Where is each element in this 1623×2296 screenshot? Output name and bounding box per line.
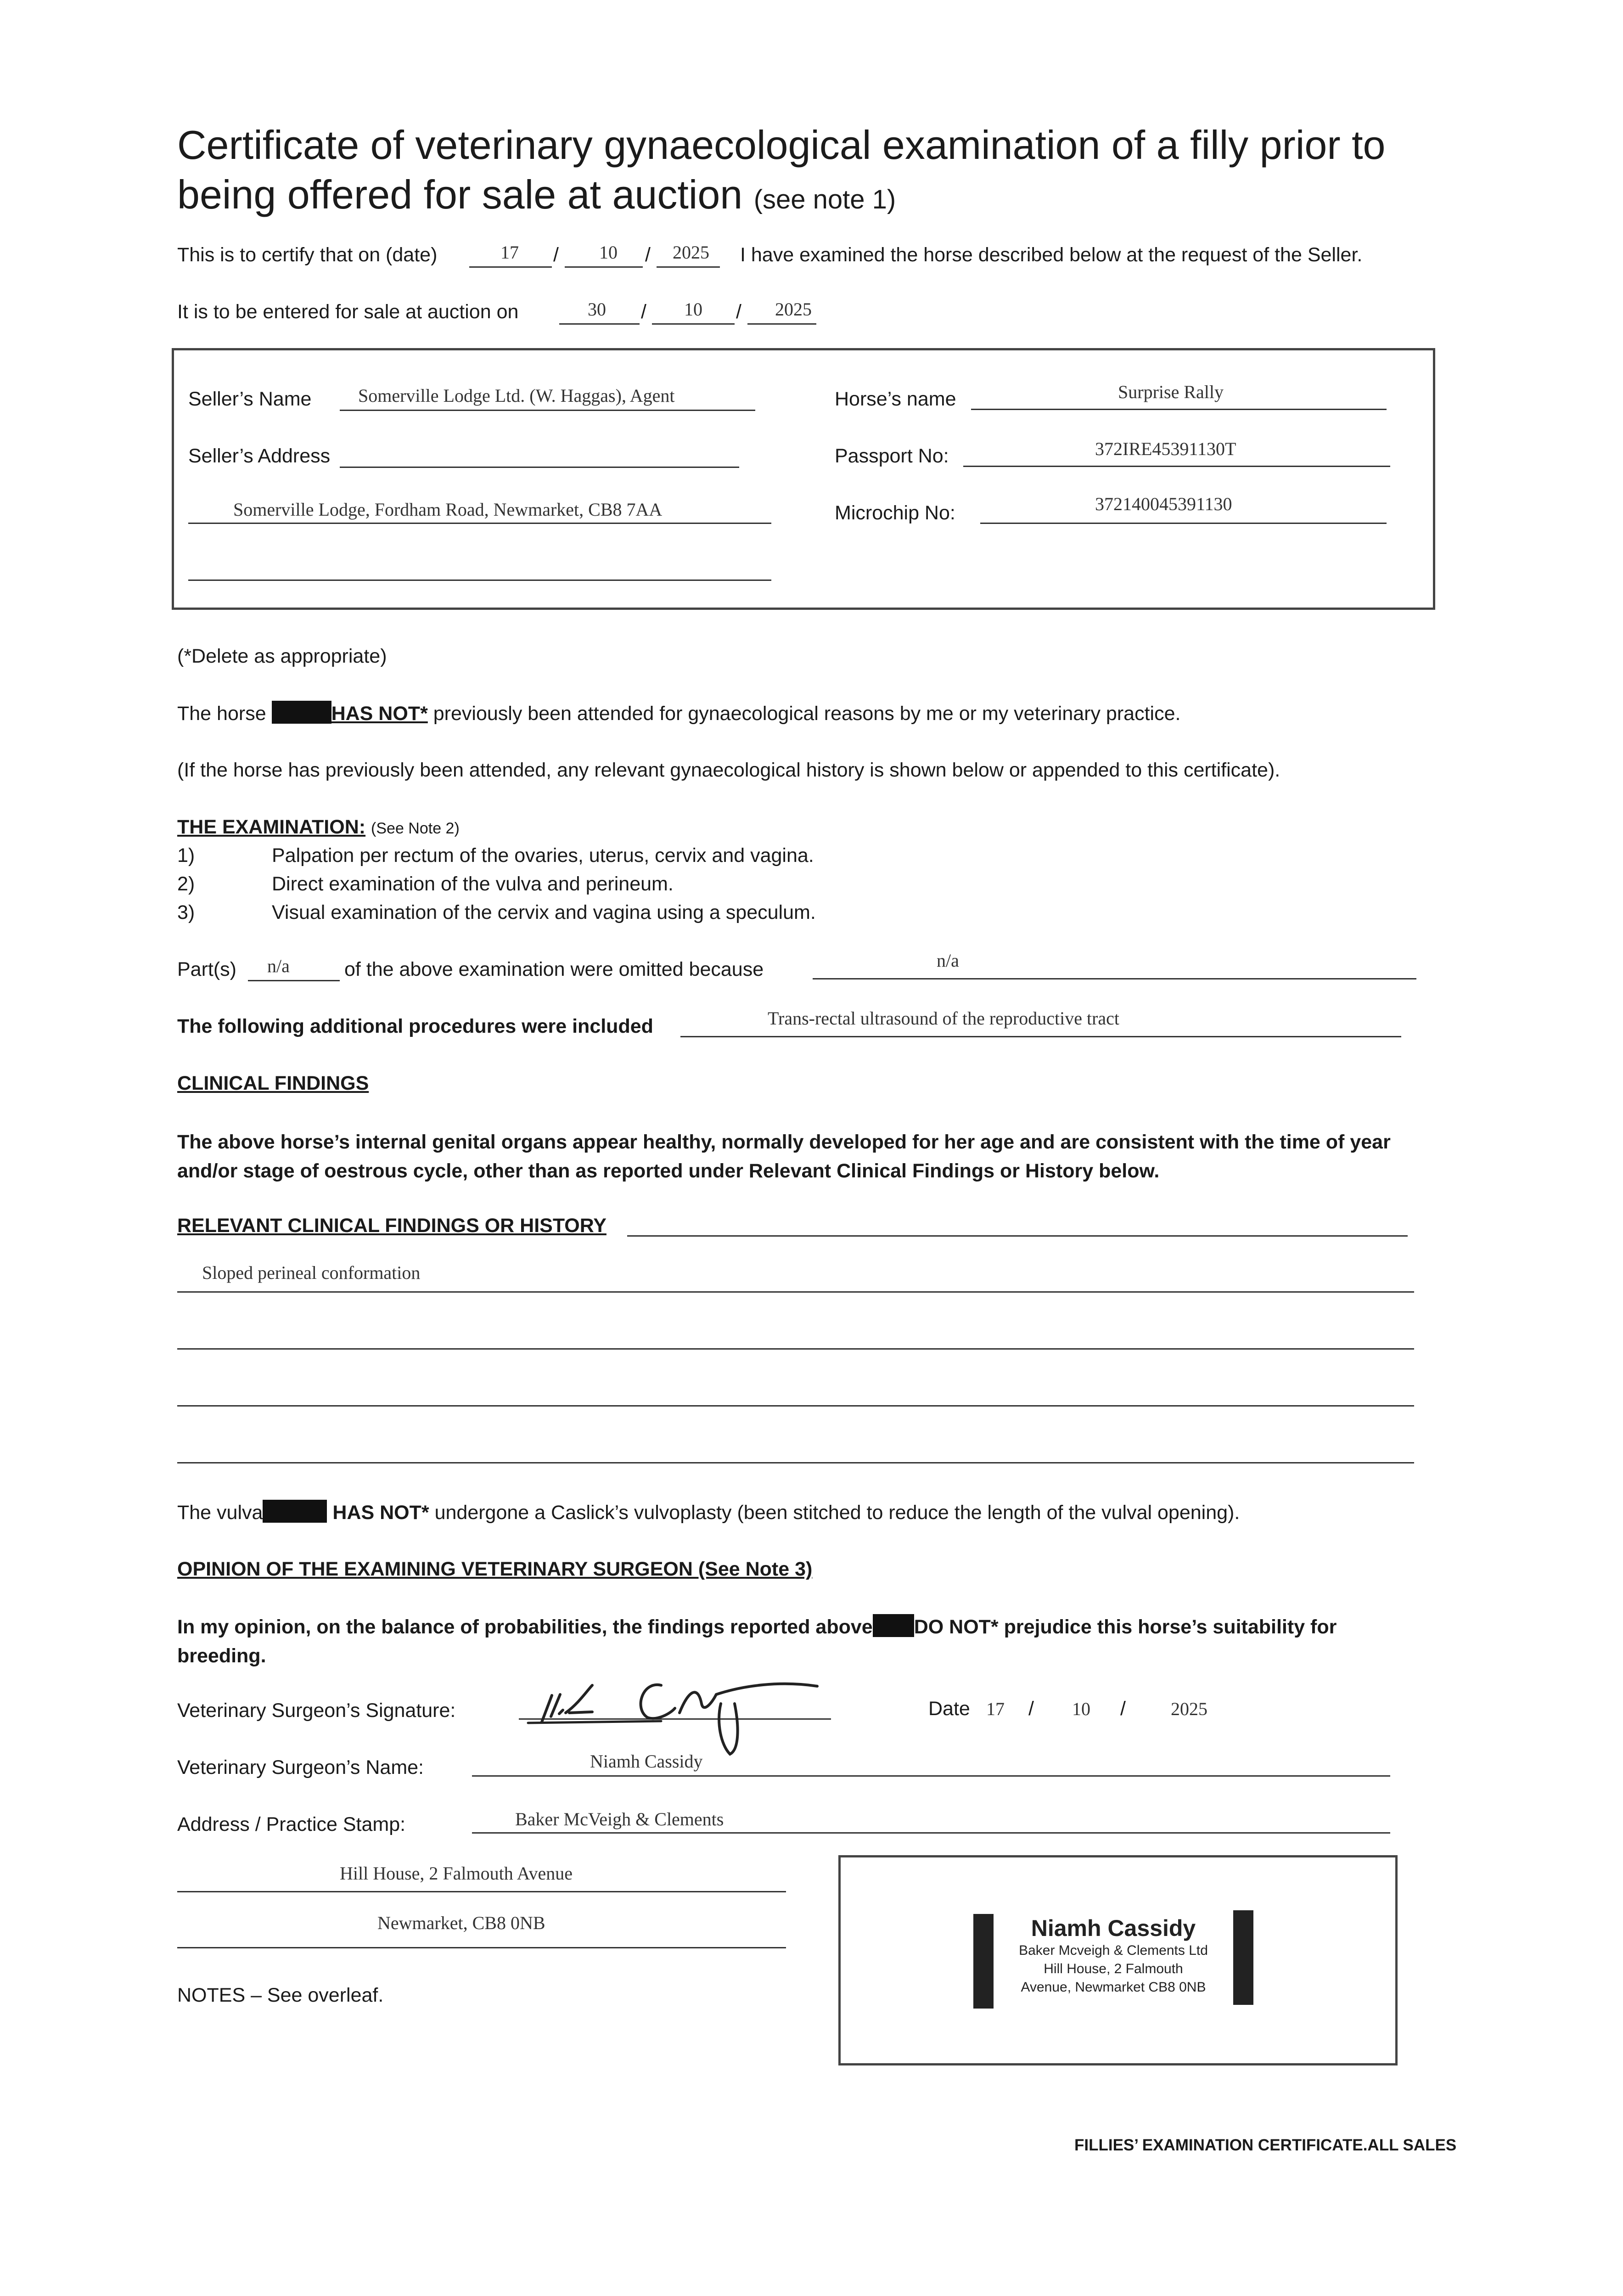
passport-label: Passport No: <box>835 445 949 467</box>
opinion-prefix: In my opinion, on the balance of probabilities, the findings reported above <box>177 1616 873 1638</box>
address-line-2: Hill House, 2 Falmouth Avenue <box>340 1863 573 1884</box>
certify-year: 2025 <box>673 242 709 263</box>
omitted-reason-value: n/a <box>937 950 959 971</box>
stamp-bar-left <box>973 1914 994 2009</box>
certify-suffix: I have examined the horse described below at the request of the Seller. <box>740 244 1363 266</box>
exam-item-3-text: Visual examination of the cervix and vagina using a speculum. <box>272 901 816 923</box>
exam-item-1-num: 1) <box>177 844 195 867</box>
attended-suffix: previously been attended for gynaecological reasons by me or my veterinary practice. <box>433 703 1181 725</box>
auction-day: 30 <box>588 299 606 320</box>
stamp-line-1: Baker Mcveigh & Clements Ltd <box>1019 1943 1208 1958</box>
horse-name-label: Horse’s name <box>835 388 956 410</box>
microchip-label: Microchip No: <box>835 502 955 524</box>
attended-prefix: The horse <box>177 703 266 725</box>
practice-stamp <box>992 1915 1235 1997</box>
exam-item-2-text: Direct examination of the vulva and perineum. <box>272 873 674 895</box>
address-line-3: Newmarket, CB8 0NB <box>377 1913 545 1933</box>
redaction-block <box>272 701 331 724</box>
examination-heading-row <box>177 815 460 841</box>
surgeon-name-value: Niamh Cassidy <box>590 1751 703 1772</box>
footer-text: FILLIES’ EXAMINATION CERTIFICATE.ALL SALES <box>1074 2136 1457 2154</box>
certify-prefix: This is to certify that on (date) <box>177 244 438 266</box>
title-note: (see note 1) <box>753 185 896 214</box>
vulva-suffix: undergone a Caslick’s vulvoplasty (been stitched to reduce the length of the vulval opening). <box>434 1502 1240 1524</box>
examination-note: (See Note 2) <box>371 820 460 837</box>
microchip-value: 372140045391130 <box>1095 494 1232 514</box>
signature-label: Veterinary Surgeon’s Signature: <box>177 1699 456 1722</box>
sign-date-day: 17 <box>986 1699 1005 1719</box>
seller-name-value: Somerville Lodge Ltd. (W. Haggas), Agent <box>358 385 675 406</box>
attended-has-not: HAS NOT* <box>331 703 428 725</box>
exam-item-3-num: 3) <box>177 901 195 923</box>
relevant-value: Sloped perineal conformation <box>202 1262 421 1283</box>
title-line-2-text: being offered for sale at auction <box>177 172 743 217</box>
sign-date-month: 10 <box>1072 1699 1090 1719</box>
vulva-has-not: HAS NOT* <box>332 1502 429 1524</box>
examination-heading: THE EXAMINATION: <box>177 816 366 838</box>
surgeon-name-label: Veterinary Surgeon’s Name: <box>177 1756 424 1778</box>
clinical-heading: CLINICAL FINDINGS <box>177 1072 369 1094</box>
date-label: Date <box>928 1698 970 1720</box>
relevant-heading: RELEVANT CLINICAL FINDINGS OR HISTORY <box>177 1215 607 1237</box>
redaction-block <box>263 1500 327 1523</box>
certify-sep-1: / <box>553 244 559 266</box>
sign-date-sep-2: / <box>1120 1698 1126 1720</box>
seller-address-label: Seller’s Address <box>188 445 331 467</box>
stamp-bar-right <box>1233 1910 1253 2005</box>
exam-item-1-text: Palpation per rectum of the ovaries, uterus, cervix and vagina. <box>272 844 814 867</box>
sign-date-year: 2025 <box>1171 1699 1207 1719</box>
attended-line <box>177 701 1180 726</box>
page-title <box>177 120 1509 225</box>
exam-item-2-num: 2) <box>177 873 195 895</box>
certify-month: 10 <box>599 242 618 263</box>
omitted-parts-value: n/a <box>267 956 290 976</box>
opinion-do-not: DO NOT* <box>914 1616 999 1638</box>
title-line-1: Certificate of veterinary gynaecological examination of a filly prior to <box>177 122 1386 168</box>
signature-image <box>523 1662 836 1763</box>
auction-prefix: It is to be entered for sale at auction on <box>177 301 519 323</box>
horse-name-value: Surprise Rally <box>1118 382 1224 402</box>
certify-sep-2: / <box>645 244 651 266</box>
history-note: (If the horse has previously been attended, any relevant gynaecological history is shown below or appended to this certificate). <box>177 759 1280 781</box>
omitted-prefix: Part(s) <box>177 958 236 980</box>
auction-sep-2: / <box>736 301 741 323</box>
vulva-line <box>177 1500 1240 1525</box>
opinion-heading: OPINION OF THE EXAMINING VETERINARY SURGEON (See Note 3) <box>177 1558 813 1580</box>
sign-date-sep-1: / <box>1028 1698 1034 1720</box>
opinion-suffix: prejudice this horse’s suitability for breeding. <box>177 1616 1337 1667</box>
stamp-name: Niamh Cassidy <box>1031 1915 1196 1941</box>
seller-name-label: Seller’s Name <box>188 388 312 410</box>
passport-value: 372IRE45391130T <box>1095 439 1236 459</box>
auction-sep-1: / <box>641 301 646 323</box>
address-line-1: Baker McVeigh & Clements <box>515 1809 724 1829</box>
notes-text: NOTES – See overleaf. <box>177 1984 384 2006</box>
omitted-middle: of the above examination were omitted because <box>344 958 764 980</box>
additional-value: Trans-rectal ultrasound of the reproductive tract <box>768 1008 1120 1029</box>
title-line-2 <box>177 170 1509 225</box>
clinical-statement: The above horse’s internal genital organs appear healthy, normally developed for her age and are consistent with the time of year and/or stage of oestrous cycle, other than as reported under Relevant Clinical Findings or History below. <box>177 1131 1391 1182</box>
delete-note: (*Delete as appropriate) <box>177 645 387 667</box>
vulva-prefix: The vulva <box>177 1502 263 1524</box>
address-label: Address / Practice Stamp: <box>177 1813 406 1835</box>
auction-year: 2025 <box>775 299 812 320</box>
additional-label: The following additional procedures were included <box>177 1015 653 1037</box>
seller-address-value: Somerville Lodge, Fordham Road, Newmarket, CB8 7AA <box>233 499 663 520</box>
certify-day: 17 <box>500 242 519 263</box>
stamp-line-3: Avenue, Newmarket CB8 0NB <box>1021 1980 1206 1995</box>
redaction-block <box>873 1614 914 1637</box>
stamp-line-2: Hill House, 2 Falmouth <box>1044 1961 1183 1976</box>
auction-month: 10 <box>684 299 702 320</box>
